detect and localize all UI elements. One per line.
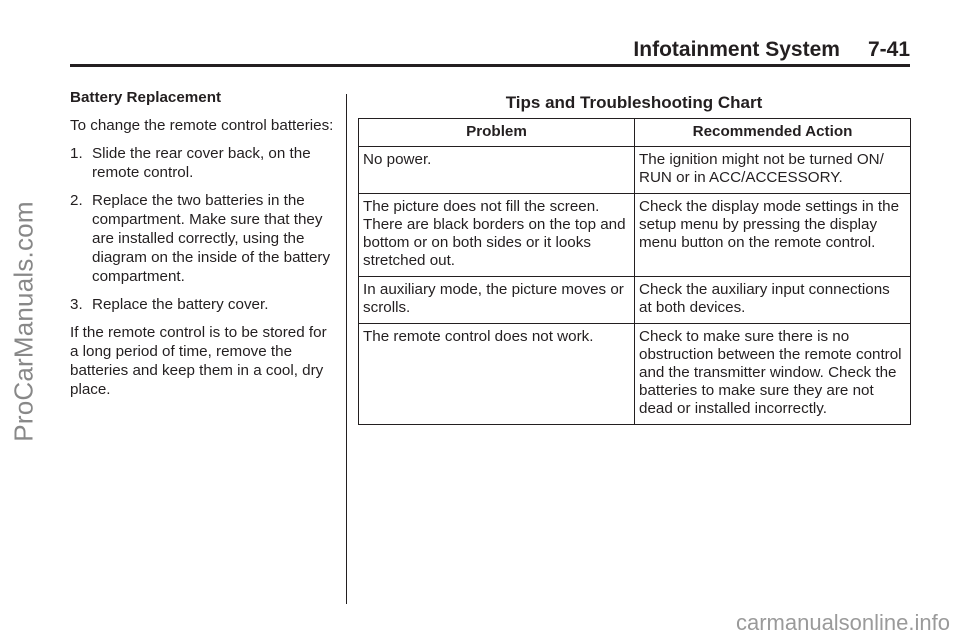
battery-steps [70,144,338,314]
table-title: Tips and Troubleshooting Chart [505,93,763,112]
step-number: 2. [70,192,83,209]
problem-cell: No power. [359,147,635,194]
table-header-row [359,119,911,147]
table-row [359,277,911,324]
action-cell: The ignition might not be turned ON/ RUN or in ACC/ACCESSORY. [635,147,911,194]
step-text: Replace the two batteries in the compartment. Make sure that they are installed correctly, using the diagram on the inside of the battery compartment. [92,192,331,285]
battery-intro: To change the remote control batteries: [70,117,334,134]
battery-heading: Battery Replacement [70,89,222,106]
troubleshooting-section [358,92,910,425]
bottom-watermark: carmanualsonline.info [735,610,950,635]
step-text: Replace the battery cover. [92,296,269,313]
page-number: 7-41 [867,38,910,61]
step-text: Slide the rear cover back, on the remote control. [92,145,311,181]
table-row [359,194,911,277]
side-watermark-text: ProCarManuals.com [8,200,39,442]
side-watermark [4,0,44,642]
column-header-action: Recommended Action [635,119,911,147]
battery-replacement-section [70,88,338,408]
problem-cell: In auxiliary mode, the picture moves or scrolls. [359,277,635,324]
table-row [359,324,911,425]
troubleshooting-table [358,118,911,425]
action-cell: Check to make sure there is no obstruction between the remote control and the transmitter window. Check the batteries to make sure they are not dead or installed incorrectly. [635,324,911,425]
storage-note: If the remote control is to be stored for a long period of time, remove the batteries and keep them in a cool, dry place. [70,324,327,398]
step-number: 1. [70,145,83,162]
header-rule [70,64,910,67]
page-header [70,38,910,62]
list-item [70,295,338,314]
list-item [70,144,338,182]
problem-cell: The remote control does not work. [359,324,635,425]
problem-cell: The picture does not fill the screen. There are black borders on the top and bottom or on both sides or it looks stretched out. [359,194,635,277]
section-title: Infotainment System [633,38,840,61]
column-divider [346,94,347,604]
step-number: 3. [70,296,83,313]
list-item [70,191,338,286]
table-row [359,147,911,194]
column-header-problem: Problem [359,119,635,147]
action-cell: Check the auxiliary input connections at both devices. [635,277,911,324]
action-cell: Check the display mode settings in the setup menu by pressing the display menu button on the remote control. [635,194,911,277]
